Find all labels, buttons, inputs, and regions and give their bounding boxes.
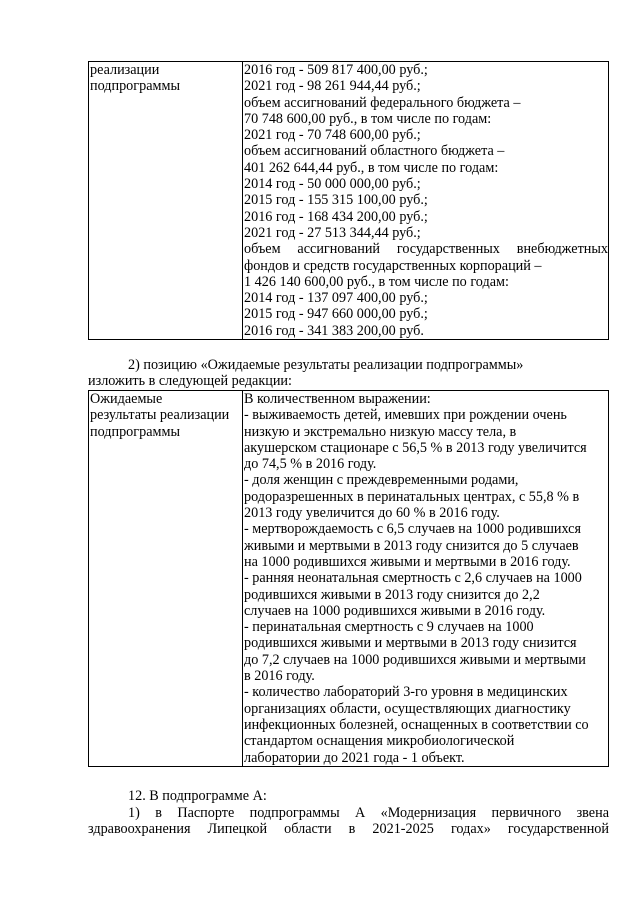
result-line: родоразрешенных в перинатальных центрах, с 55,8 % в xyxy=(244,488,580,505)
row-label-cell xyxy=(89,391,243,767)
funding-line: объем ассигнований федерального бюджета – xyxy=(244,94,521,111)
result-line: случаев на 1000 родившихся живыми в 2016 году. xyxy=(244,602,546,619)
funding-line: 2021 год - 27 513 344,44 руб.; xyxy=(244,224,421,241)
row-label-cell xyxy=(89,62,243,340)
funding-line: 2014 год - 50 000 000,00 руб.; xyxy=(244,176,421,193)
funding-line: 2021 год - 98 261 944,44 руб.; xyxy=(244,78,421,95)
funding-line: 2016 год - 168 434 200,00 руб.; xyxy=(244,208,428,225)
result-line: акушерском стационаре с 56,5 % в 2013 году увеличится xyxy=(244,439,587,456)
funding-line: объем ассигнований государственных внебюджетных xyxy=(244,241,608,258)
funding-line: 1 426 140 600,00 руб., в том числе по годам: xyxy=(244,273,509,290)
table-row xyxy=(89,391,609,767)
passport-table-results xyxy=(88,390,609,767)
funding-line: фондов и средств государственных корпораций – xyxy=(244,257,542,274)
funding-line: 2021 год - 70 748 600,00 руб.; xyxy=(244,127,421,144)
result-line: - мертворождаемость с 6,5 случаев на 1000 родившихся xyxy=(244,521,581,538)
result-line: организациях области, осуществляющих диагностику xyxy=(244,700,571,717)
row-label-line: реализации xyxy=(90,62,160,78)
row-value-cell xyxy=(243,391,609,767)
body-line: здравоохранения Липецкой области в 2021-2025 годах» государственной xyxy=(88,821,609,837)
funding-line: 2015 год - 155 315 100,00 руб.; xyxy=(244,192,428,209)
body-line: 1) в Паспорте подпрограммы А «Модернизация первичного звена xyxy=(128,805,609,821)
result-line: лаборатории до 2021 года - 1 объект. xyxy=(244,749,465,766)
funding-line: 2014 год - 137 097 400,00 руб.; xyxy=(244,290,428,307)
result-line: стандартом оснащения микробиологической xyxy=(244,733,515,750)
passport-table-funding xyxy=(88,61,609,340)
row-label-line: подпрограммы xyxy=(90,423,180,440)
section-heading: 12. В подпрограмме А: xyxy=(128,788,267,804)
instruction-line: 2) позицию «Ожидаемые результаты реализации подпрограммы» xyxy=(128,357,524,373)
result-line: - перинатальная смертность с 9 случаев на 1000 xyxy=(244,619,534,636)
result-line: - ранняя неонатальная смертность с 2,6 случаев на 1000 xyxy=(244,570,582,587)
result-line: низкую и экстремально низкую массу тела, в xyxy=(244,423,517,440)
instruction-line: изложить в следующей редакции: xyxy=(88,373,292,389)
result-line: до 74,5 % в 2016 году. xyxy=(244,456,377,473)
result-line: инфекционных болезней, оснащенных в соответствии со xyxy=(244,716,589,733)
result-line: родившихся живыми и мертвыми в 2013 году снизится xyxy=(244,635,577,652)
row-label-line: Ожидаемые xyxy=(90,391,163,407)
row-label-line: результаты реализации xyxy=(90,407,230,424)
row-value-cell xyxy=(243,62,609,340)
table-row xyxy=(89,62,609,340)
result-line: - доля женщин с преждевременными родами, xyxy=(244,472,519,489)
row-label-line: подпрограммы xyxy=(90,78,180,95)
result-line: на 1000 родившихся живыми и мертвыми в 2016 году. xyxy=(244,553,571,570)
result-line: живыми и мертвыми в 2013 году снизится до 5 случаев xyxy=(244,537,579,554)
funding-line: 2016 год - 341 383 200,00 руб. xyxy=(244,322,424,339)
funding-line: объем ассигнований областного бюджета – xyxy=(244,143,505,160)
funding-line: 2016 год - 509 817 400,00 руб.; xyxy=(244,62,428,78)
result-line: в 2016 году. xyxy=(244,668,315,685)
result-line: - количество лабораторий 3-го уровня в медицинских xyxy=(244,684,568,701)
result-line: до 7,2 случаев на 1000 родившихся живыми и мертвыми xyxy=(244,651,586,668)
result-line: В количественном выражении: xyxy=(244,391,431,407)
funding-line: 70 748 600,00 руб., в том числе по годам: xyxy=(244,110,492,127)
funding-line: 401 262 644,44 руб., в том числе по годам: xyxy=(244,159,499,176)
result-line: 2013 году увеличится до 60 % в 2016 году. xyxy=(244,505,500,522)
funding-line: 2015 год - 947 660 000,00 руб.; xyxy=(244,306,428,323)
result-line: - выживаемость детей, имевших при рождении очень xyxy=(244,407,567,424)
result-line: родившихся живыми в 2013 году снизится до 2,2 xyxy=(244,586,540,603)
